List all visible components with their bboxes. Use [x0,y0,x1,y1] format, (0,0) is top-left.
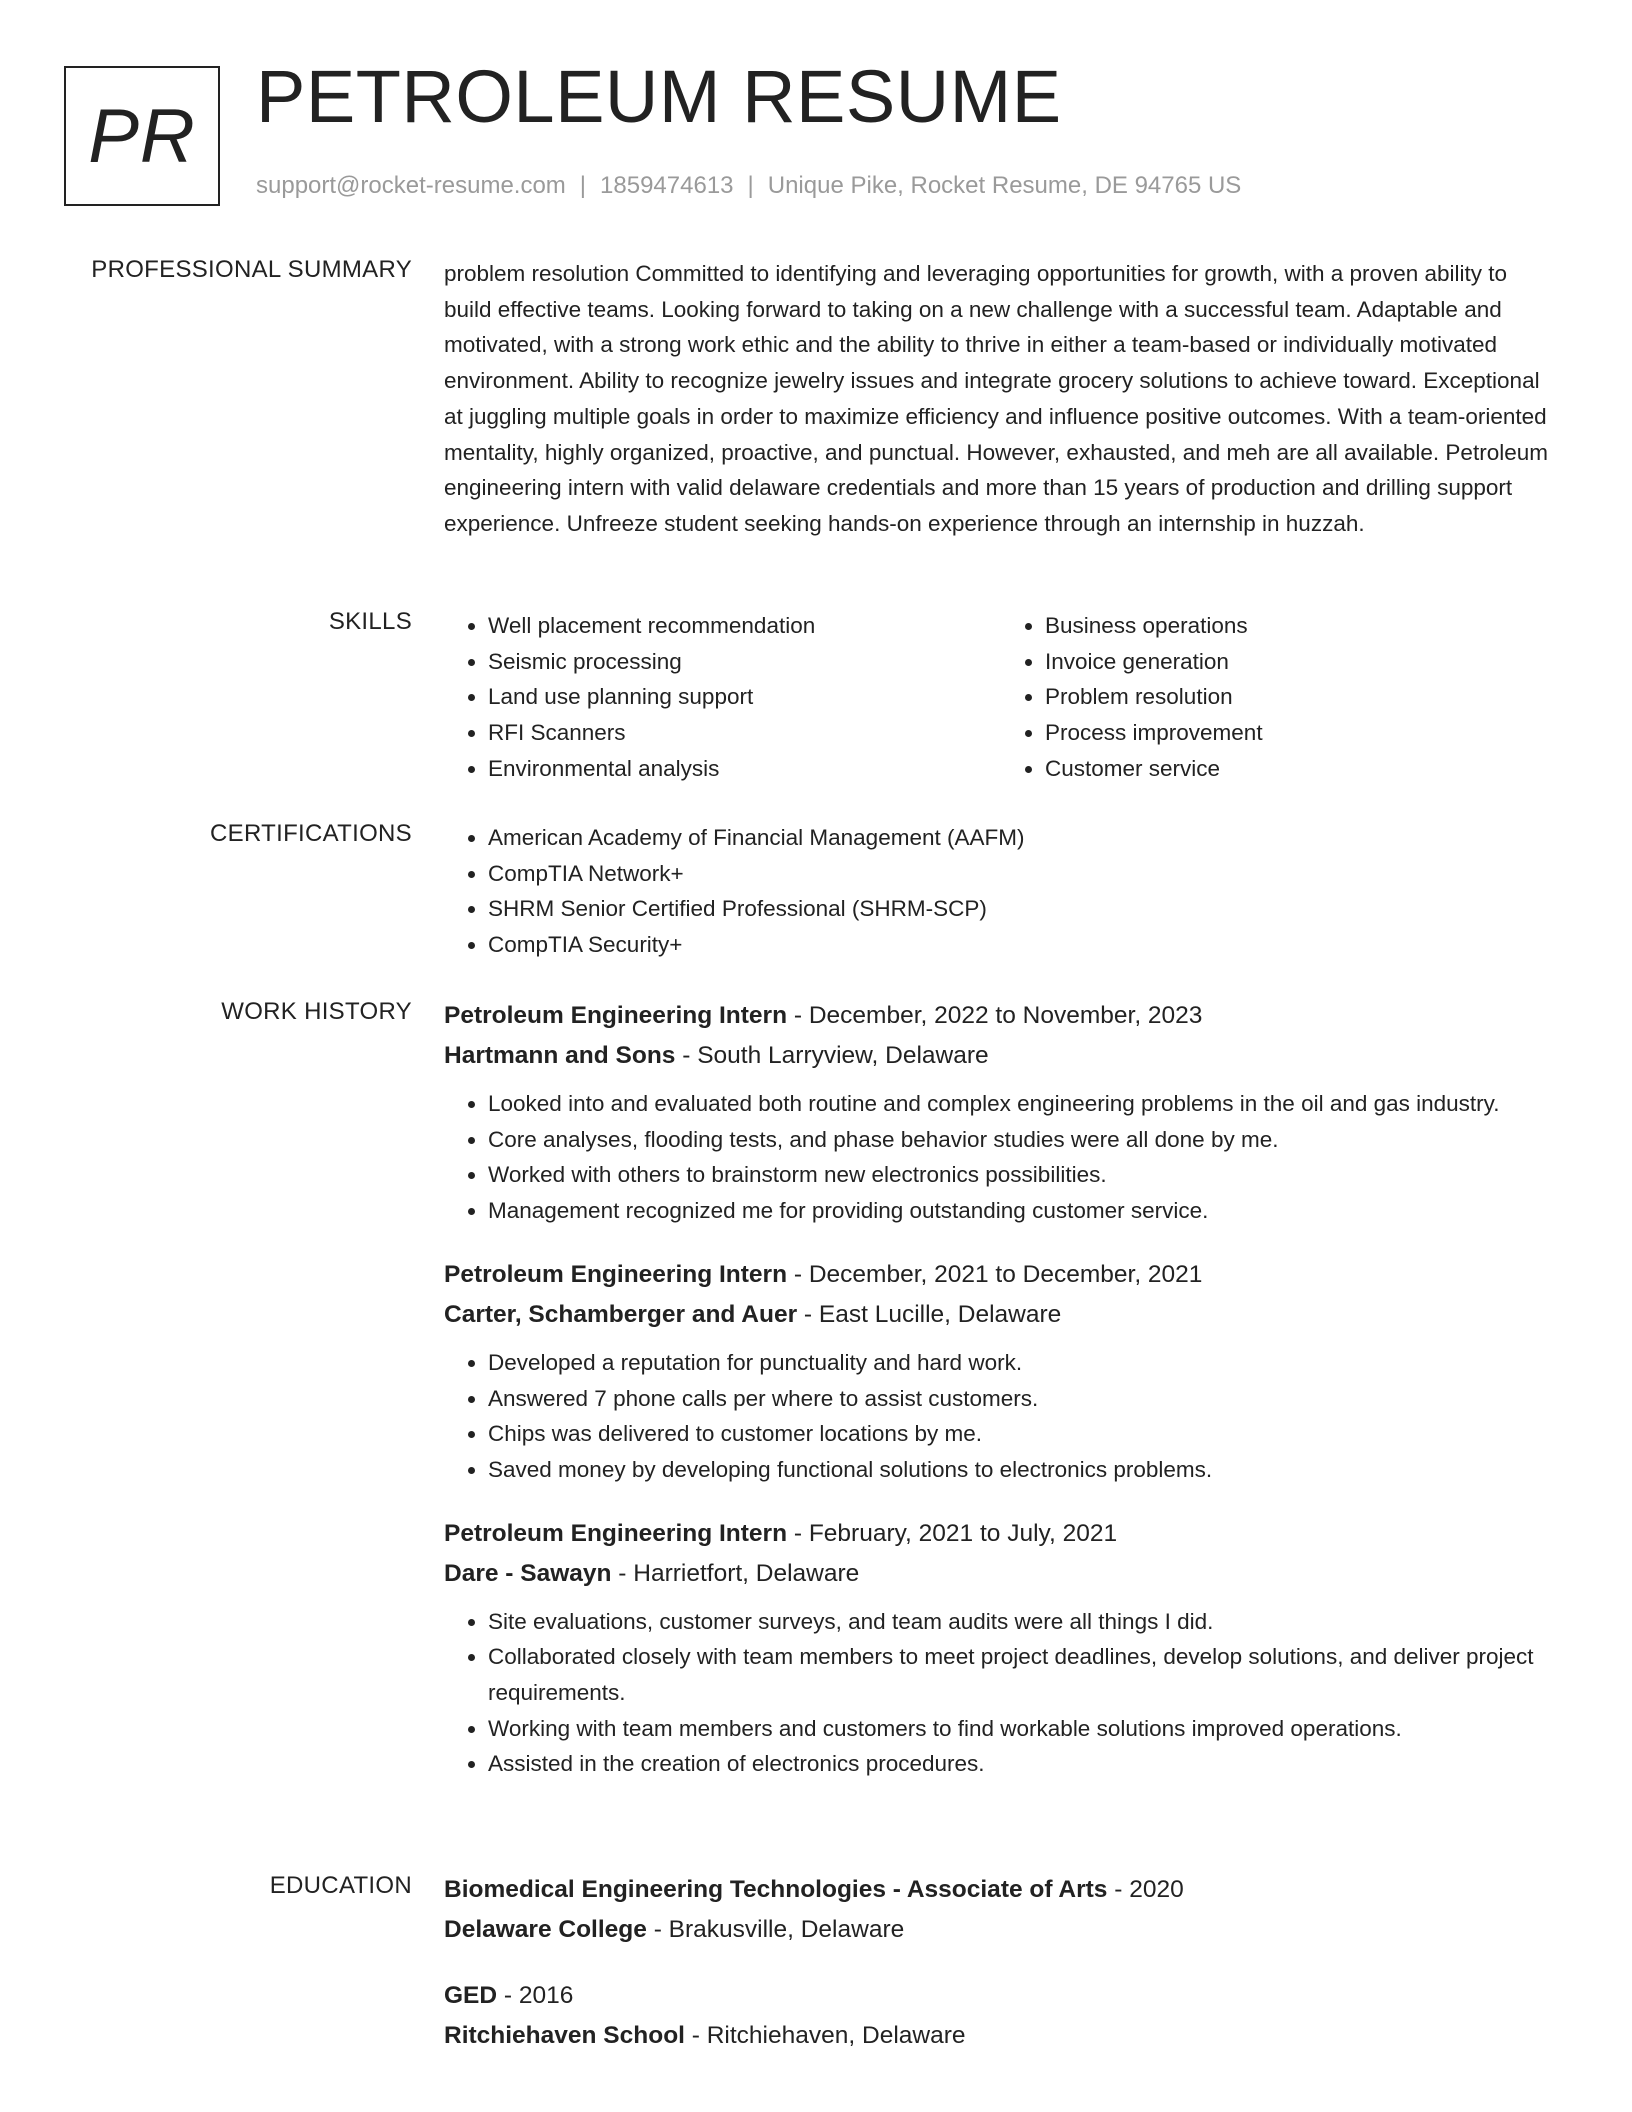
certification-item: • SHRM Senior Certified Professional (SHRM-SCP) [488,891,1558,927]
job-entry [444,1514,1558,1783]
job-bullet: • Saved money by developing functional solutions to electronics problems. [488,1452,1558,1488]
skill-item: • Invoice generation [1045,644,1558,680]
job-dates: - December, 2021 to December, 2021 [787,1260,1203,1288]
education-degree: GED [444,1982,498,2009]
job-location: - East Lucille, Delaware [797,1300,1062,1328]
job-bullet: • Core analyses, flooding tests, and phase behavior studies were all done by me. [488,1122,1558,1158]
contact-separator: | [579,172,587,199]
section-label-certifications: CERTIFICATIONS [210,820,412,847]
skill-item: • Process improvement [1045,715,1558,751]
education-entry [444,1870,1558,1950]
job-location: - South Larryview, Delaware [675,1042,989,1069]
skill-item: • Environmental analysis [488,751,1001,787]
job-title-line [444,1514,1558,1554]
skill-item: • Business operations [1045,608,1558,644]
education-degree-line [444,1870,1558,1910]
education-year: - 2016 [497,1982,574,2009]
section-label-work-history: WORK HISTORY [221,998,412,1025]
education-school-line [444,1910,1558,1950]
certifications-list [444,820,1558,963]
job-company: Carter, Schamberger and Auer [444,1300,798,1328]
summary-text: problem resolution Committed to identifying and leveraging opportunities for growth, with a proven ability to build effective teams. Looking forward to taking on a new challenge with a successful team. Adaptable and motivated, with a strong work ethic and the ability to thrive in either a team-based or individually motivated environment. Ability to recognize jewelry issues and integrate grocery solutions to achieve toward. Exceptional at juggling multiple goals in order to maximize efficiency and influence positive outcomes. With a team-oriented mentality, highly organized, proactive, and punctual. However, exhausted, and meh are all available. Petroleum engineering intern with valid delaware credentials and more than 15 years of production and drilling support experience. Unfreeze student seeking hands-on experience through an internship in huzzah. [444,261,1548,536]
job-bullets [444,1604,1558,1783]
summary-body [444,256,1558,542]
job-bullet: • Worked with others to brainstorm new electronics possibilities. [488,1157,1558,1193]
skills-list-right [1001,608,1558,787]
job-title: Petroleum Engineering Intern [444,1519,788,1547]
job-title-line [444,996,1558,1036]
job-bullet: • Looked into and evaluated both routine and complex engineering problems in the oil and gas industry. [488,1086,1558,1122]
job-company: Hartmann and Sons [444,1042,676,1069]
education-school-line [444,2016,1558,2056]
job-bullet: • Management recognized me for providing outstanding customer service. [488,1193,1558,1229]
job-location: - Harrietfort, Delaware [611,1559,860,1587]
work-history-body [444,996,1558,1808]
education-school: Ritchiehaven School [444,2022,685,2049]
job-entry [444,996,1558,1229]
job-bullet: • Answered 7 phone calls per where to assist customers. [488,1381,1558,1417]
skills-grid [444,608,1558,787]
job-bullet: • Chips was delivered to customer locations by me. [488,1416,1558,1452]
job-bullet: • Collaborated closely with team members to meet project deadlines, develop solutions, and deliver project requirements. [488,1639,1558,1710]
skills-list-left [444,608,1001,787]
monogram-logo: PR [64,66,220,206]
education-body [444,1870,1558,2082]
certifications-body [444,820,1558,963]
job-bullet: • Assisted in the creation of electronics procedures. [488,1746,1558,1782]
skill-item: • RFI Scanners [488,715,1001,751]
job-bullet: • Developed a reputation for punctuality and hard work. [488,1345,1558,1381]
skill-item: • Seismic processing [488,644,1001,680]
job-bullet: • Site evaluations, customer surveys, and team audits were all things I did. [488,1604,1558,1640]
education-year: - 2020 [1107,1876,1184,1903]
job-bullet: • Working with team members and customers to find workable solutions improved operations. [488,1711,1558,1747]
contact-email: support@rocket-resume.com [256,172,566,199]
contact-separator: | [747,172,754,199]
certification-item: • CompTIA Security+ [488,927,1558,963]
skill-item: • Problem resolution [1045,679,1558,715]
education-entry [444,1976,1558,2056]
skill-item: • Land use planning support [488,679,1001,715]
contact-address: Unique Pike, Rocket Resume, DE 94765 US [767,172,1242,199]
education-degree: Biomedical Engineering Technologies - Associate of Arts [444,1876,1108,1903]
certification-item: • American Academy of Financial Management (AAFM) [488,820,1558,856]
contact-phone: 1859474613 [600,172,734,199]
resume-title: PETROLEUM RESUME [256,55,1062,138]
job-dates: - February, 2021 to July, 2021 [787,1519,1118,1547]
section-label-skills: SKILLS [328,608,412,635]
job-title: Petroleum Engineering Intern [444,1002,788,1029]
section-label-education: EDUCATION [269,1872,412,1899]
section-label-summary: PROFESSIONAL SUMMARY [91,256,412,283]
job-entry [444,1255,1558,1488]
contact-line [256,172,1241,200]
education-location: - Brakusville, Delaware [646,1916,905,1943]
job-title: Petroleum Engineering Intern [444,1260,788,1288]
education-school: Delaware College [444,1916,647,1943]
job-company-line [444,1036,1558,1076]
job-bullets [444,1086,1558,1229]
job-bullets [444,1345,1558,1488]
education-degree-line [444,1976,1558,2016]
skill-item: • Customer service [1045,751,1558,787]
certification-item: • CompTIA Network+ [488,856,1558,892]
skills-body [444,608,1558,787]
job-dates: - December, 2022 to November, 2023 [787,1002,1203,1029]
skill-item: • Well placement recommendation [488,608,1001,644]
job-company-line [444,1554,1558,1594]
job-title-line [444,1255,1558,1295]
job-company: Dare - Sawayn [444,1559,612,1587]
job-company-line [444,1295,1558,1335]
education-location: - Ritchiehaven, Delaware [684,2022,966,2049]
